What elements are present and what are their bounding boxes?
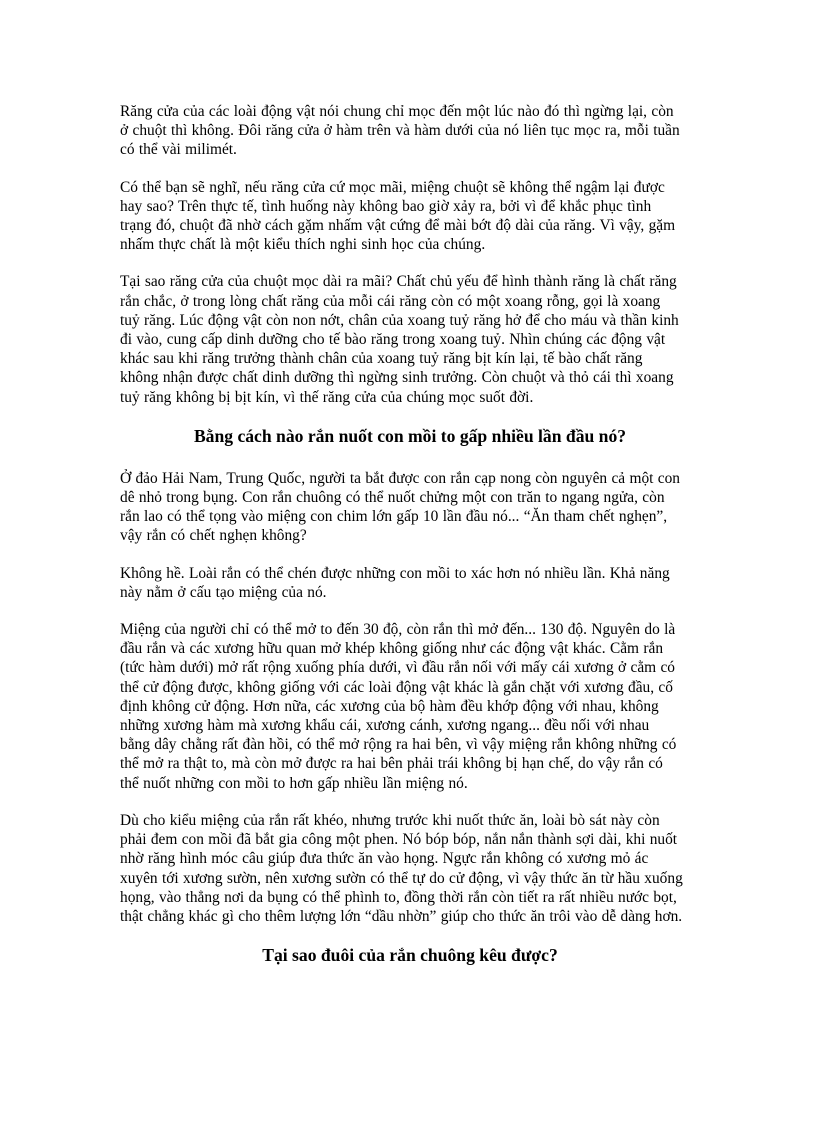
paragraph-rat-teeth-growth: Tại sao răng cửa của chuột mọc dài ra mãi? Chất chủ yếu để hình thành răng là chất răng rắn chắc, ở trong lòng chất răng của mỗi cái răng còn có một xoang rỗng, gọi là xoang tuỷ răng. Lúc động vật còn non nớt, chân của xoang tuỷ răng hở để cho máu và thần kinh đi vào, cung cấp dinh dưỡng cho tế bào răng trong xoang tuỷ. Nhìn chúng các động vật khác sau khi răng trưởng thành chân của xoang tuỷ răng bịt kín lại, tế bào chất răng không nhận được chất dinh dưỡng thì ngừng sinh trưởng. Còn chuột và thỏ cái thì xoang tuỷ răng không bị bịt kín, vì thế răng cửa của chúng mọc suốt đời. <box>120 273 679 406</box>
heading-rattlesnake-tail: Tại sao đuôi của rắn chuông kêu được? <box>262 945 558 966</box>
paragraph-snake-hainan: Ở đảo Hải Nam, Trung Quốc, người ta bắt được con rắn cạp nong còn nguyên cả một con dê nhỏ trong bụng. Con rắn chuông có thể nuốt chửng một con trăn to ngang ngửa, còn rắn lao có thể tọng vào miệng con chim lớn gấp 10 lần đầu nó... “Ăn tham chết nghẹn”, vậy rắn có chết nghẹn không? <box>120 469 680 545</box>
paragraph-snake-jaw-angle: Miệng của người chỉ có thể mở to đến 30 độ, còn rắn thì mở đến... 130 độ. Nguyên do là đầu rắn và các xương hữu quan mở khép không giống như các động vật khác. Cằm rắn (tức hàm dưới) mở rất rộng xuống phía dưới, vì đầu rắn nối với mấy cái xương ở cằm có thể cử động được, không giống với các loài động vật khác là gắn chặt với xương đầu, cố định không cử động. Hơn nữa, các xương của bộ hàm đều khớp động với nhau, không những xương hàm mà xương khẩu cái, xương cánh, xương ngang... đều nối với nhau bằng dây chằng rất đàn hồi, có thể mở rộng ra hai bên, vì vậy miệng rắn không những có thể mở ra thật to, mà còn mở được ra hai bên phải trái không bị hạn chế, do vậy rắn có thể nuốt những con mồi to hơn gấp nhiều lần miệng nó. <box>120 621 677 792</box>
document-body <box>120 102 700 988</box>
paragraph-rat-gnawing: Có thể bạn sẽ nghĩ, nếu răng cửa cứ mọc mãi, miệng chuột sẽ không thể ngậm lại được hay sao? Trên thực tế, tình huống này không bao giờ xảy ra, bởi vì để khắc phục tình trạng đó, chuột đã nhờ cách gặm nhấm vật cứng để mài bớt độ dài của răng. Vì vậy, gặm nhấm thực chất là một kiểu thích nghi sinh học của chúng. <box>120 178 676 254</box>
heading-snake-swallow: Bằng cách nào rắn nuốt con mồi to gấp nhiều lần đầu nó? <box>193 425 627 446</box>
paragraph-snake-mouth-structure: Không hề. Loài rắn có thể chén được những con mồi to xác hơn nó nhiều lần. Khả năng này nằm ở cấu tạo miệng của nó. <box>120 564 670 601</box>
paragraph-rat-teeth-intro: Răng cửa của các loài động vật nói chung chỉ mọc đến một lúc nào đó thì ngừng lại, còn ở chuột thì không. Đôi răng cửa ở hàm trên và hàm dưới của nó liên tục mọc ra, mỗi tuần có thể vài milimét. <box>120 103 680 159</box>
paragraph-snake-prey-processing: Dù cho kiểu miệng của rắn rất khéo, nhưng trước khi nuốt thức ăn, loài bò sát này còn phải đem con mồi đã bắt gia công một phen. Nó bóp bóp, nắn nắn thành sợi dài, khi nuốt nhờ răng hình móc câu giúp đưa thức ăn vào họng. Ngực rắn không có xương mỏ ác xuyên tới xương sườn, nên xương sườn có thể tự do cử động, vì vậy thức ăn từ hầu xuống họng, vào thẳng nơi da bụng có thể phình to, đồng thời rắn còn tiết ra rất nhiều nước bọt, thật chẳng khác gì cho thêm lượng lớn “dầu nhờn” giúp cho thức ăn trôi vào dễ dàng hơn. <box>120 811 683 925</box>
